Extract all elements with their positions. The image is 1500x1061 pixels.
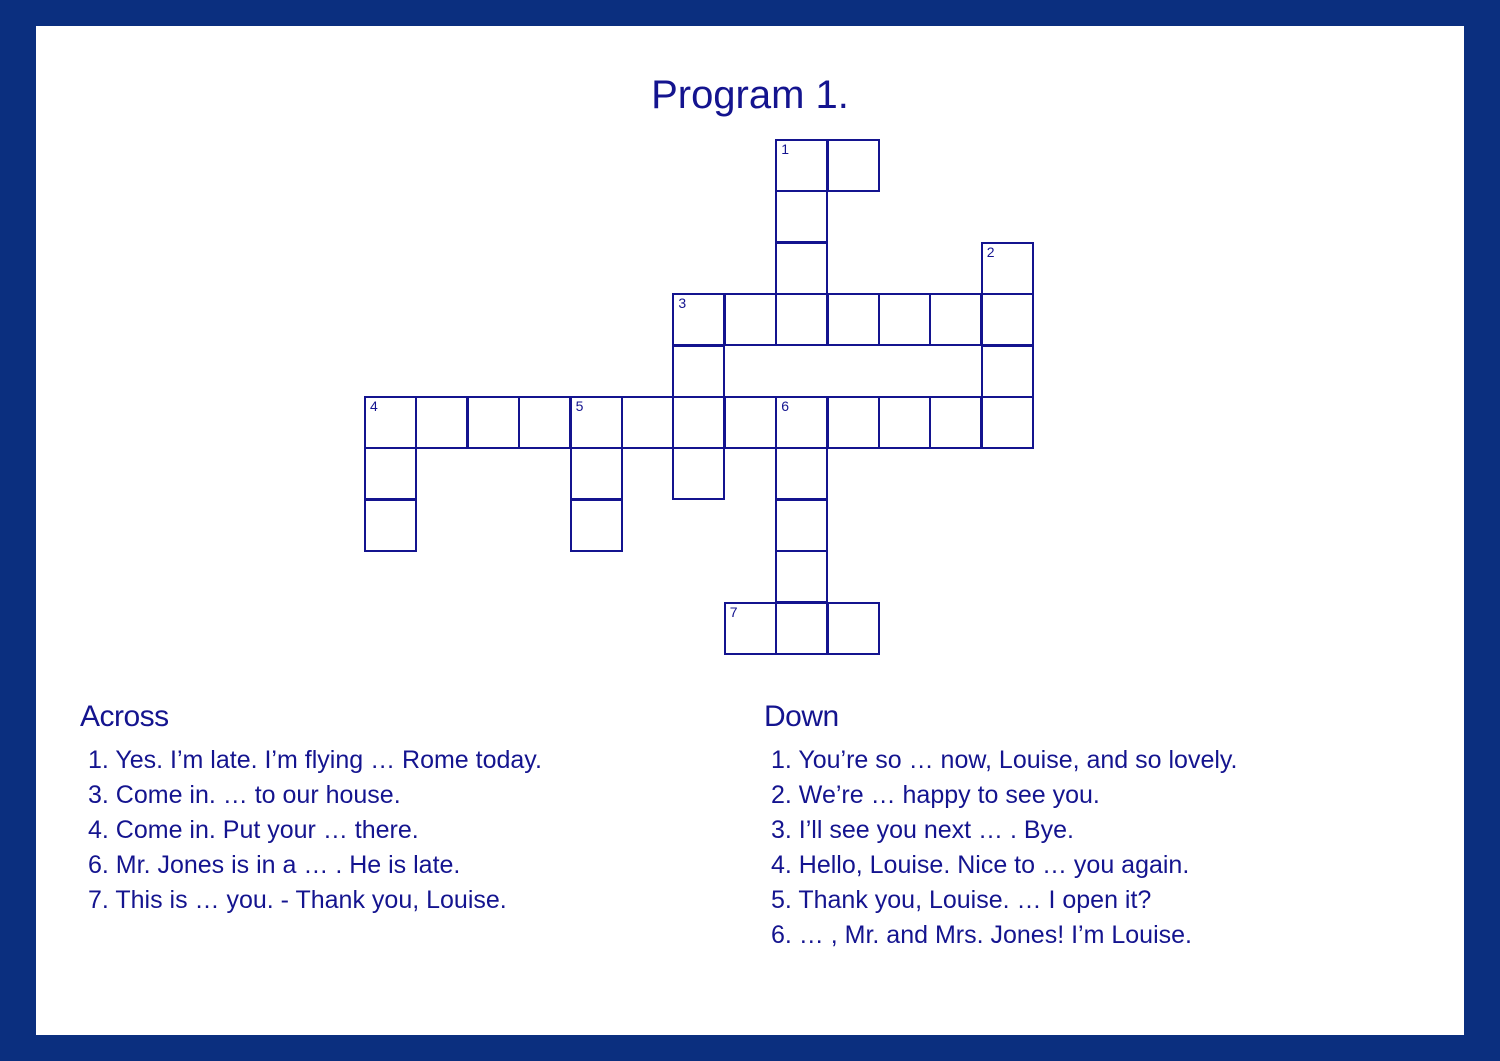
crossword-cell[interactable] [775, 499, 828, 552]
crossword-cell[interactable] [981, 345, 1034, 398]
crossword-cell[interactable] [775, 396, 828, 449]
crossword-cell[interactable] [621, 396, 674, 449]
crossword-cell[interactable] [981, 242, 1034, 295]
across-clue: 1. Yes. I’m late. I’m flying … Rome today. [88, 746, 542, 774]
crossword-cell[interactable] [518, 396, 571, 449]
crossword-cell[interactable] [878, 396, 931, 449]
crossword-cell[interactable] [775, 293, 828, 346]
down-clue: 5. Thank you, Louise. … I open it? [771, 886, 1152, 914]
across-clue: 7. This is … you. - Thank you, Louise. [88, 886, 507, 914]
crossword-cell[interactable] [929, 396, 982, 449]
crossword-cell[interactable] [724, 293, 777, 346]
clue-number: 6 [781, 398, 789, 414]
crossword-cell[interactable] [775, 139, 828, 192]
down-clue-list [771, 743, 1238, 953]
crossword-cell[interactable] [724, 396, 777, 449]
down-clue: 2. We’re … happy to see you. [771, 781, 1100, 809]
across-clue-list [88, 743, 542, 918]
crossword-cell[interactable] [570, 447, 623, 500]
crossword-cell[interactable] [672, 396, 725, 449]
crossword-cell[interactable] [827, 293, 880, 346]
crossword-cell[interactable] [981, 396, 1034, 449]
clue-number: 3 [678, 295, 687, 312]
crossword-cell[interactable] [570, 499, 623, 552]
down-clue: 6. … , Mr. and Mrs. Jones! I’m Louise. [771, 921, 1192, 949]
down-clue: 4. Hello, Louise. Nice to … you again. [771, 851, 1190, 879]
clue-number: 7 [729, 603, 738, 620]
across-clue: 6. Mr. Jones is in a … . He is late. [88, 851, 461, 879]
across-heading: Across [80, 700, 169, 733]
crossword-cell[interactable] [981, 293, 1034, 346]
crossword-cell[interactable] [467, 396, 520, 449]
crossword-cell[interactable] [929, 293, 982, 346]
across-clue: 3. Come in. … to our house. [88, 781, 401, 809]
down-clue: 1. You’re so … now, Louise, and so lovely. [771, 746, 1238, 774]
crossword-cell[interactable] [827, 396, 880, 449]
crossword-cell[interactable] [364, 396, 417, 449]
crossword-cell[interactable] [672, 293, 725, 346]
crossword-cell[interactable] [672, 345, 725, 398]
clue-number: 2 [986, 243, 995, 260]
across-clue: 4. Come in. Put your … there. [88, 816, 419, 844]
clue-number: 5 [575, 398, 584, 414]
crossword-cell[interactable] [775, 550, 828, 603]
crossword-cell[interactable] [827, 602, 880, 655]
crossword-cell[interactable] [364, 447, 417, 500]
crossword-cell[interactable] [724, 602, 777, 655]
crossword-cell[interactable] [775, 190, 828, 243]
crossword-cell[interactable] [364, 499, 417, 552]
crossword-cell[interactable] [570, 396, 623, 449]
crossword-cell[interactable] [775, 602, 828, 655]
crossword-cell[interactable] [775, 242, 828, 295]
crossword-cell[interactable] [878, 293, 931, 346]
down-heading: Down [764, 700, 839, 733]
down-clue: 3. I’ll see you next … . Bye. [771, 816, 1074, 844]
clue-number: 1 [781, 141, 789, 157]
clue-number: 4 [370, 398, 378, 414]
page-title: Program 1. [651, 73, 849, 117]
crossword-cell[interactable] [672, 447, 725, 500]
crossword-cell[interactable] [775, 447, 828, 500]
crossword-cell[interactable] [415, 396, 468, 449]
crossword-cell[interactable] [827, 139, 880, 192]
